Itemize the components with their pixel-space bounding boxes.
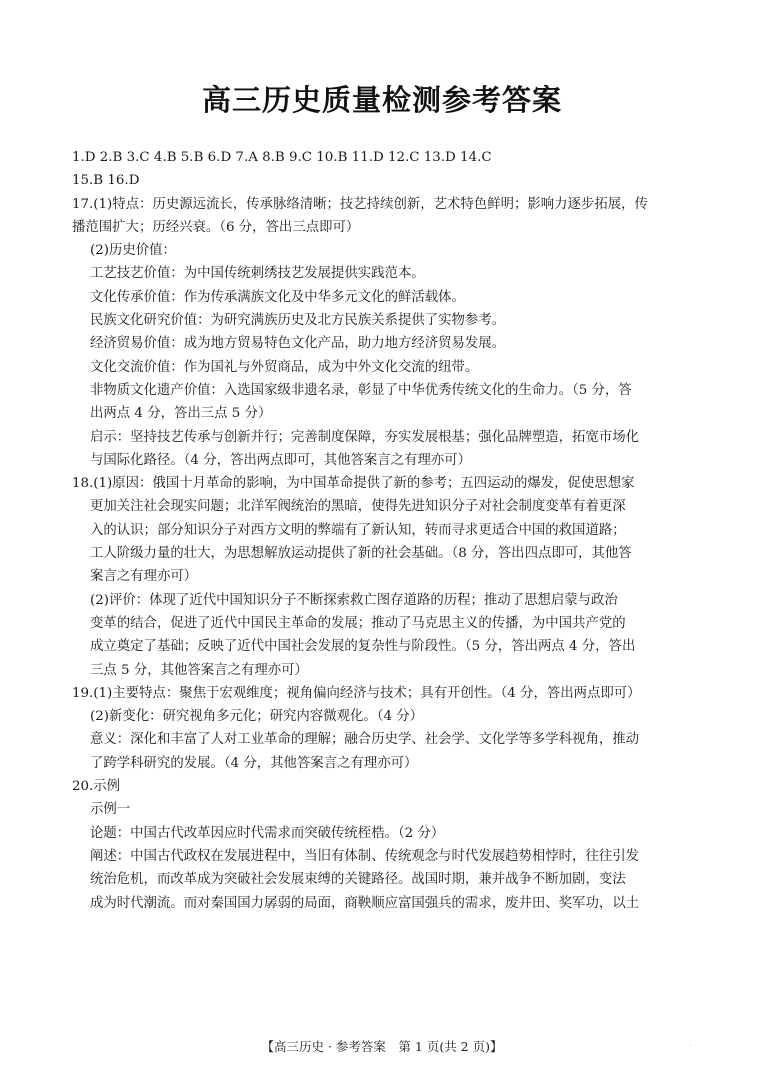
q17-line: 文化传承价值：作为传承满族文化及中华多元文化的鲜活载体。 bbox=[90, 289, 465, 305]
mc-answers-line-1: 1.D 2.B 3.C 4.B 5.B 6.D 7.A 8.B 9.C 10.B 11.D 12.C 13.D 14.C bbox=[72, 150, 492, 165]
q19-line: 19.(1)主要特点：聚焦于宏观维度；视角偏向经济与技术；具有开创性。（4 分，答出两点即可） bbox=[72, 685, 641, 701]
q18-line: (2)评价：体现了近代中国知识分子不断探索救亡图存道路的历程；推动了思想启蒙与政治 bbox=[90, 592, 618, 608]
q18-line: 成立奠定了基础；反映了近代中国社会发展的复杂性与阶段性。（5 分，答出两点 4 分，答出 bbox=[90, 639, 636, 655]
q20-line: 成为时代潮流。而对秦国国力孱弱的局面，商鞅顺应富国强兵的需求，废井田、奖军功，以土 bbox=[90, 895, 640, 911]
mc-answers-line-2: 15.B 16.D bbox=[72, 173, 140, 189]
q20-line: 20.示例 bbox=[72, 779, 121, 795]
page-title: 高三历史质量检测参考答案 bbox=[201, 83, 562, 117]
q18-line: 工人阶级力量的壮大，为思想解放运动提供了新的社会基础。（8 分，答出四点即可，其他答 bbox=[90, 546, 632, 562]
q18-line: 18.(1)原因：俄国十月革命的影响，为中国革命提供了新的参考；五四运动的爆发，促使思想家 bbox=[72, 476, 635, 492]
q20-line: 统治危机，而改革成为突破社会发展束缚的关键路径。战国时期，兼并战争不断加剧，变法 bbox=[90, 872, 626, 888]
q18-line: 三点 5 分，其他答案言之有理亦可） bbox=[90, 662, 308, 678]
q17-line: 播范围扩大；历经兴衰。（6 分，答出三点即可） bbox=[72, 219, 360, 235]
q17-line: 经济贸易价值：成为地方贸易特色文化产品，助力地方经济贸易发展。 bbox=[90, 336, 506, 352]
q17-line: (2)历史价值： bbox=[90, 243, 176, 259]
q18-line: 更加关注社会现实问题；北洋军阀统治的黑暗，使得先进知识分子对社会制度变革有着更深 bbox=[90, 499, 626, 515]
q20-line: 示例一 bbox=[90, 802, 131, 818]
q18-line: 案言之有理亦可） bbox=[90, 569, 198, 585]
q20-line: 阐述：中国古代政权在发展进程中，当旧有体制、传统观念与时代发展趋势相悖时，往往引发 bbox=[90, 848, 640, 864]
q17-line: 17.(1)特点：历史源远流长，传承脉络清晰；技艺持续创新，艺术特色鲜明；影响力逐步拓展，传 bbox=[72, 196, 648, 212]
q19-line: 了跨学科研究的发展。（4 分，其他答案言之有理亦可） bbox=[90, 755, 418, 771]
page-footer: 【高三历史 · 参考答案 第 1 页(共 2 页)】 bbox=[261, 1039, 503, 1054]
q17-line: 非物质文化遗产价值：入选国家级非遗名录，彰显了中华优秀传统文化的生命力。（5 分，答 bbox=[90, 382, 632, 398]
answer-body bbox=[72, 146, 692, 915]
q19-line: (2)新变化：研究视角多元化；研究内容微观化。（4 分） bbox=[90, 709, 424, 725]
q17-line: 出两点 4 分，答出三点 5 分） bbox=[90, 406, 272, 422]
scan-mark: · bbox=[689, 1041, 692, 1050]
q17-line: 文化交流价值：作为国礼与外贸商品，成为中外文化交流的纽带。 bbox=[90, 359, 479, 375]
q19-line: 意义：深化和丰富了人对工业革命的理解；融合历史学、社会学、文化学等多学科视角，推动 bbox=[90, 732, 640, 748]
q17-line: 启示：坚持技艺传承与创新并行；完善制度保障，夯实发展根基；强化品牌塑造，拓宽市场化 bbox=[90, 429, 640, 445]
q17-line: 民族文化研究价值：为研究满族历史及北方民族关系提供了实物参考。 bbox=[90, 313, 506, 329]
q18-line: 变革的结合，促进了近代中国民主革命的发展；推动了马克思主义的传播，为中国共产党的 bbox=[90, 615, 626, 631]
q17-line: 与国际化路径。（4 分，答出两点即可，其他答案言之有理亦可） bbox=[90, 452, 472, 468]
q20-line: 论题：中国古代改革因应时代需求而突破传统桎梏。（2 分） bbox=[90, 825, 445, 841]
q18-line: 入的认识；部分知识分子对西方文明的弊端有了新认知，转而寻求更适合中国的救国道路； bbox=[90, 522, 626, 538]
q17-line: 工艺技艺价值：为中国传统刺绣技艺发展提供实践范本。 bbox=[90, 266, 425, 282]
